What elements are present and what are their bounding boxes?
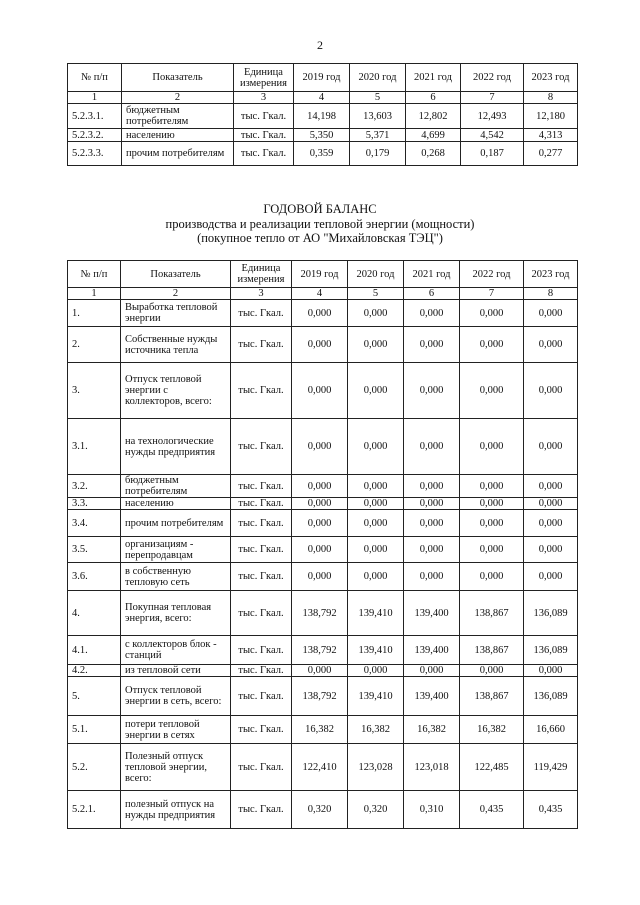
row-unit: тыс. Гкал. bbox=[231, 419, 292, 475]
index-cell: 5 bbox=[348, 288, 404, 300]
row-value: 0,000 bbox=[404, 537, 460, 563]
row-value: 0,000 bbox=[524, 419, 578, 475]
row-value: 0,000 bbox=[460, 537, 524, 563]
row-value: 16,382 bbox=[292, 716, 348, 744]
row-value: 123,018 bbox=[404, 744, 460, 791]
row-indicator: на технологические нужды предприятия bbox=[121, 419, 231, 475]
row-value: 0,000 bbox=[524, 498, 578, 510]
col-year-header: 2022 год bbox=[461, 64, 524, 92]
row-value: 139,410 bbox=[348, 591, 404, 636]
row-unit: тыс. Гкал. bbox=[231, 716, 292, 744]
col-num-header: № п/п bbox=[68, 261, 121, 288]
row-value: 0,000 bbox=[524, 363, 578, 419]
row-indicator: из тепловой сети bbox=[121, 665, 231, 677]
col-unit-header: Единица измерения bbox=[231, 261, 292, 288]
row-number: 4.1. bbox=[68, 636, 121, 665]
row-value: 0,000 bbox=[460, 419, 524, 475]
table-row bbox=[68, 498, 578, 510]
table-row bbox=[68, 716, 578, 744]
row-value: 0,435 bbox=[524, 791, 578, 829]
row-value: 0,000 bbox=[460, 665, 524, 677]
row-indicator: потери тепловой энергии в сетях bbox=[121, 716, 231, 744]
balance-title-line1: ГОДОВОЙ БАЛАНС bbox=[263, 202, 377, 216]
row-indicator: Выработка тепловой энергии bbox=[121, 300, 231, 327]
row-value: 0,000 bbox=[460, 475, 524, 498]
col-year-header: 2020 год bbox=[348, 261, 404, 288]
row-value: 0,320 bbox=[292, 791, 348, 829]
row-value: 138,867 bbox=[460, 591, 524, 636]
row-value: 4,699 bbox=[406, 129, 461, 142]
row-number: 3. bbox=[68, 363, 121, 419]
row-value: 0,310 bbox=[404, 791, 460, 829]
table-row bbox=[68, 665, 578, 677]
row-value: 0,000 bbox=[460, 510, 524, 537]
table-row bbox=[68, 744, 578, 791]
index-cell: 7 bbox=[461, 92, 524, 104]
row-value: 136,089 bbox=[524, 591, 578, 636]
index-row bbox=[68, 92, 578, 104]
row-indicator: полезный отпуск на нужды предприятия bbox=[121, 791, 231, 829]
balance-title bbox=[0, 202, 640, 246]
row-value: 0,268 bbox=[406, 142, 461, 166]
row-value: 119,429 bbox=[524, 744, 578, 791]
table-row bbox=[68, 591, 578, 636]
index-cell: 8 bbox=[524, 288, 578, 300]
col-num-header: № п/п bbox=[68, 64, 122, 92]
row-unit: тыс. Гкал. bbox=[231, 744, 292, 791]
row-value: 0,000 bbox=[348, 363, 404, 419]
row-unit: тыс. Гкал. bbox=[231, 636, 292, 665]
balance-title-line3: (покупное тепло от АО "Михайловская ТЭЦ") bbox=[197, 231, 443, 245]
row-value: 0,000 bbox=[292, 510, 348, 537]
row-value: 0,000 bbox=[404, 419, 460, 475]
row-value: 0,000 bbox=[404, 475, 460, 498]
row-value: 123,028 bbox=[348, 744, 404, 791]
index-cell: 7 bbox=[460, 288, 524, 300]
index-cell: 5 bbox=[350, 92, 406, 104]
row-value: 138,867 bbox=[460, 636, 524, 665]
col-year-header: 2019 год bbox=[292, 261, 348, 288]
row-value: 0,000 bbox=[292, 665, 348, 677]
row-value: 0,000 bbox=[524, 665, 578, 677]
index-cell: 4 bbox=[294, 92, 350, 104]
col-year-header: 2020 год bbox=[350, 64, 406, 92]
row-value: 139,400 bbox=[404, 677, 460, 716]
row-value: 0,000 bbox=[348, 563, 404, 591]
row-value: 0,000 bbox=[524, 300, 578, 327]
row-value: 13,603 bbox=[350, 104, 406, 129]
index-cell: 8 bbox=[524, 92, 578, 104]
index-cell: 3 bbox=[234, 92, 294, 104]
row-value: 0,000 bbox=[460, 300, 524, 327]
row-value: 0,000 bbox=[348, 537, 404, 563]
row-value: 0,000 bbox=[404, 363, 460, 419]
row-indicator: Отпуск тепловой энергии в сеть, всего: bbox=[121, 677, 231, 716]
row-value: 16,382 bbox=[460, 716, 524, 744]
table-row bbox=[68, 537, 578, 563]
row-value: 0,000 bbox=[524, 327, 578, 363]
table-row bbox=[68, 129, 578, 142]
row-value: 138,792 bbox=[292, 677, 348, 716]
row-value: 4,542 bbox=[461, 129, 524, 142]
consumers-table bbox=[67, 63, 578, 166]
row-value: 0,000 bbox=[460, 363, 524, 419]
row-value: 14,198 bbox=[294, 104, 350, 129]
row-value: 0,000 bbox=[404, 510, 460, 537]
table-row bbox=[68, 563, 578, 591]
row-number: 4. bbox=[68, 591, 121, 636]
row-indicator: бюджетным потребителям bbox=[121, 475, 231, 498]
table-row bbox=[68, 104, 578, 129]
header-row bbox=[68, 261, 578, 288]
row-unit: тыс. Гкал. bbox=[231, 537, 292, 563]
row-value: 0,000 bbox=[292, 563, 348, 591]
page-number: 2 bbox=[317, 38, 323, 52]
row-number: 5.2.1. bbox=[68, 791, 121, 829]
row-number: 5.1. bbox=[68, 716, 121, 744]
row-number: 3.6. bbox=[68, 563, 121, 591]
row-indicator: бюджетным потребителям bbox=[122, 104, 234, 129]
index-cell: 4 bbox=[292, 288, 348, 300]
balance-title-line2: производства и реализации тепловой энергии (мощности) bbox=[165, 216, 475, 231]
row-value: 16,382 bbox=[348, 716, 404, 744]
row-indicator: населению bbox=[121, 498, 231, 510]
table-row bbox=[68, 419, 578, 475]
row-value: 0,000 bbox=[292, 537, 348, 563]
row-unit: тыс. Гкал. bbox=[231, 475, 292, 498]
index-cell: 1 bbox=[68, 92, 122, 104]
row-indicator: прочим потребителям bbox=[122, 142, 234, 166]
col-indicator-header: Показатель bbox=[122, 64, 234, 92]
row-value: 122,485 bbox=[460, 744, 524, 791]
row-value: 0,000 bbox=[292, 363, 348, 419]
row-unit: тыс. Гкал. bbox=[231, 327, 292, 363]
index-cell: 2 bbox=[122, 92, 234, 104]
row-value: 136,089 bbox=[524, 636, 578, 665]
row-value: 0,000 bbox=[292, 419, 348, 475]
row-unit: тыс. Гкал. bbox=[231, 498, 292, 510]
col-year-header: 2021 год bbox=[406, 64, 461, 92]
row-value: 0,000 bbox=[348, 498, 404, 510]
row-number: 2. bbox=[68, 327, 121, 363]
index-cell: 2 bbox=[121, 288, 231, 300]
row-number: 5.2.3.3. bbox=[68, 142, 122, 166]
row-value: 139,400 bbox=[404, 636, 460, 665]
row-unit: тыс. Гкал. bbox=[234, 129, 294, 142]
header-row bbox=[68, 64, 578, 92]
row-number: 3.4. bbox=[68, 510, 121, 537]
row-value: 0,000 bbox=[404, 300, 460, 327]
col-indicator-header: Показатель bbox=[121, 261, 231, 288]
row-value: 122,410 bbox=[292, 744, 348, 791]
row-value: 0,000 bbox=[460, 327, 524, 363]
row-number: 1. bbox=[68, 300, 121, 327]
row-value: 4,313 bbox=[524, 129, 578, 142]
index-cell: 6 bbox=[404, 288, 460, 300]
row-number: 3.1. bbox=[68, 419, 121, 475]
row-indicator: прочим потребителям bbox=[121, 510, 231, 537]
index-cell: 6 bbox=[406, 92, 461, 104]
row-value: 0,000 bbox=[348, 327, 404, 363]
row-value: 16,660 bbox=[524, 716, 578, 744]
row-unit: тыс. Гкал. bbox=[234, 142, 294, 166]
row-indicator: организациям - перепродавцам bbox=[121, 537, 231, 563]
row-value: 0,277 bbox=[524, 142, 578, 166]
row-number: 5. bbox=[68, 677, 121, 716]
table-row bbox=[68, 677, 578, 716]
row-value: 12,802 bbox=[406, 104, 461, 129]
col-unit-header: Единица измерения bbox=[234, 64, 294, 92]
row-indicator: в собственную тепловую сеть bbox=[121, 563, 231, 591]
table-row bbox=[68, 475, 578, 498]
row-value: 5,371 bbox=[350, 129, 406, 142]
row-value: 0,000 bbox=[404, 665, 460, 677]
row-value: 0,000 bbox=[292, 300, 348, 327]
row-indicator: с коллекторов блок - станций bbox=[121, 636, 231, 665]
index-row bbox=[68, 288, 578, 300]
row-value: 139,400 bbox=[404, 591, 460, 636]
row-unit: тыс. Гкал. bbox=[231, 791, 292, 829]
row-unit: тыс. Гкал. bbox=[231, 363, 292, 419]
row-value: 0,000 bbox=[460, 563, 524, 591]
row-number: 3.5. bbox=[68, 537, 121, 563]
row-indicator: Отпуск тепловой энергии с коллекторов, всего: bbox=[121, 363, 231, 419]
row-value: 0,000 bbox=[292, 475, 348, 498]
row-value: 0,000 bbox=[524, 475, 578, 498]
row-value: 0,000 bbox=[348, 300, 404, 327]
table-row bbox=[68, 791, 578, 829]
row-indicator: Собственные нужды источника тепла bbox=[121, 327, 231, 363]
row-value: 0,000 bbox=[404, 327, 460, 363]
row-value: 0,187 bbox=[461, 142, 524, 166]
row-value: 0,320 bbox=[348, 791, 404, 829]
col-year-header: 2022 год bbox=[460, 261, 524, 288]
row-unit: тыс. Гкал. bbox=[231, 563, 292, 591]
row-unit: тыс. Гкал. bbox=[231, 510, 292, 537]
row-number: 3.2. bbox=[68, 475, 121, 498]
row-value: 12,180 bbox=[524, 104, 578, 129]
row-value: 5,350 bbox=[294, 129, 350, 142]
row-value: 0,000 bbox=[292, 327, 348, 363]
row-value: 0,000 bbox=[292, 498, 348, 510]
row-value: 0,000 bbox=[524, 537, 578, 563]
row-unit: тыс. Гкал. bbox=[231, 677, 292, 716]
row-value: 0,000 bbox=[404, 498, 460, 510]
row-value: 0,000 bbox=[404, 563, 460, 591]
row-value: 139,410 bbox=[348, 636, 404, 665]
row-indicator: населению bbox=[122, 129, 234, 142]
row-value: 0,000 bbox=[524, 563, 578, 591]
balance-table bbox=[67, 260, 578, 829]
col-year-header: 2023 год bbox=[524, 64, 578, 92]
row-value: 138,792 bbox=[292, 636, 348, 665]
table-row bbox=[68, 327, 578, 363]
row-value: 0,000 bbox=[348, 419, 404, 475]
row-value: 16,382 bbox=[404, 716, 460, 744]
row-value: 138,792 bbox=[292, 591, 348, 636]
row-number: 5.2.3.2. bbox=[68, 129, 122, 142]
row-unit: тыс. Гкал. bbox=[231, 591, 292, 636]
row-number: 5.2. bbox=[68, 744, 121, 791]
row-indicator: Покупная тепловая энергия, всего: bbox=[121, 591, 231, 636]
row-value: 0,179 bbox=[350, 142, 406, 166]
row-unit: тыс. Гкал. bbox=[231, 665, 292, 677]
row-number: 3.3. bbox=[68, 498, 121, 510]
col-year-header: 2023 год bbox=[524, 261, 578, 288]
row-value: 139,410 bbox=[348, 677, 404, 716]
row-value: 136,089 bbox=[524, 677, 578, 716]
row-value: 0,359 bbox=[294, 142, 350, 166]
row-number: 4.2. bbox=[68, 665, 121, 677]
table-row bbox=[68, 300, 578, 327]
row-value: 138,867 bbox=[460, 677, 524, 716]
row-value: 0,000 bbox=[348, 665, 404, 677]
table-row bbox=[68, 363, 578, 419]
row-value: 0,435 bbox=[460, 791, 524, 829]
table-row bbox=[68, 636, 578, 665]
col-year-header: 2019 год bbox=[294, 64, 350, 92]
col-year-header: 2021 год bbox=[404, 261, 460, 288]
row-unit: тыс. Гкал. bbox=[231, 300, 292, 327]
table-row bbox=[68, 142, 578, 166]
table-row bbox=[68, 510, 578, 537]
row-value: 0,000 bbox=[348, 510, 404, 537]
row-number: 5.2.3.1. bbox=[68, 104, 122, 129]
row-unit: тыс. Гкал. bbox=[234, 104, 294, 129]
index-cell: 3 bbox=[231, 288, 292, 300]
row-indicator: Полезный отпуск тепловой энергии, всего: bbox=[121, 744, 231, 791]
row-value: 0,000 bbox=[348, 475, 404, 498]
row-value: 0,000 bbox=[460, 498, 524, 510]
row-value: 12,493 bbox=[461, 104, 524, 129]
index-cell: 1 bbox=[68, 288, 121, 300]
row-value: 0,000 bbox=[524, 510, 578, 537]
